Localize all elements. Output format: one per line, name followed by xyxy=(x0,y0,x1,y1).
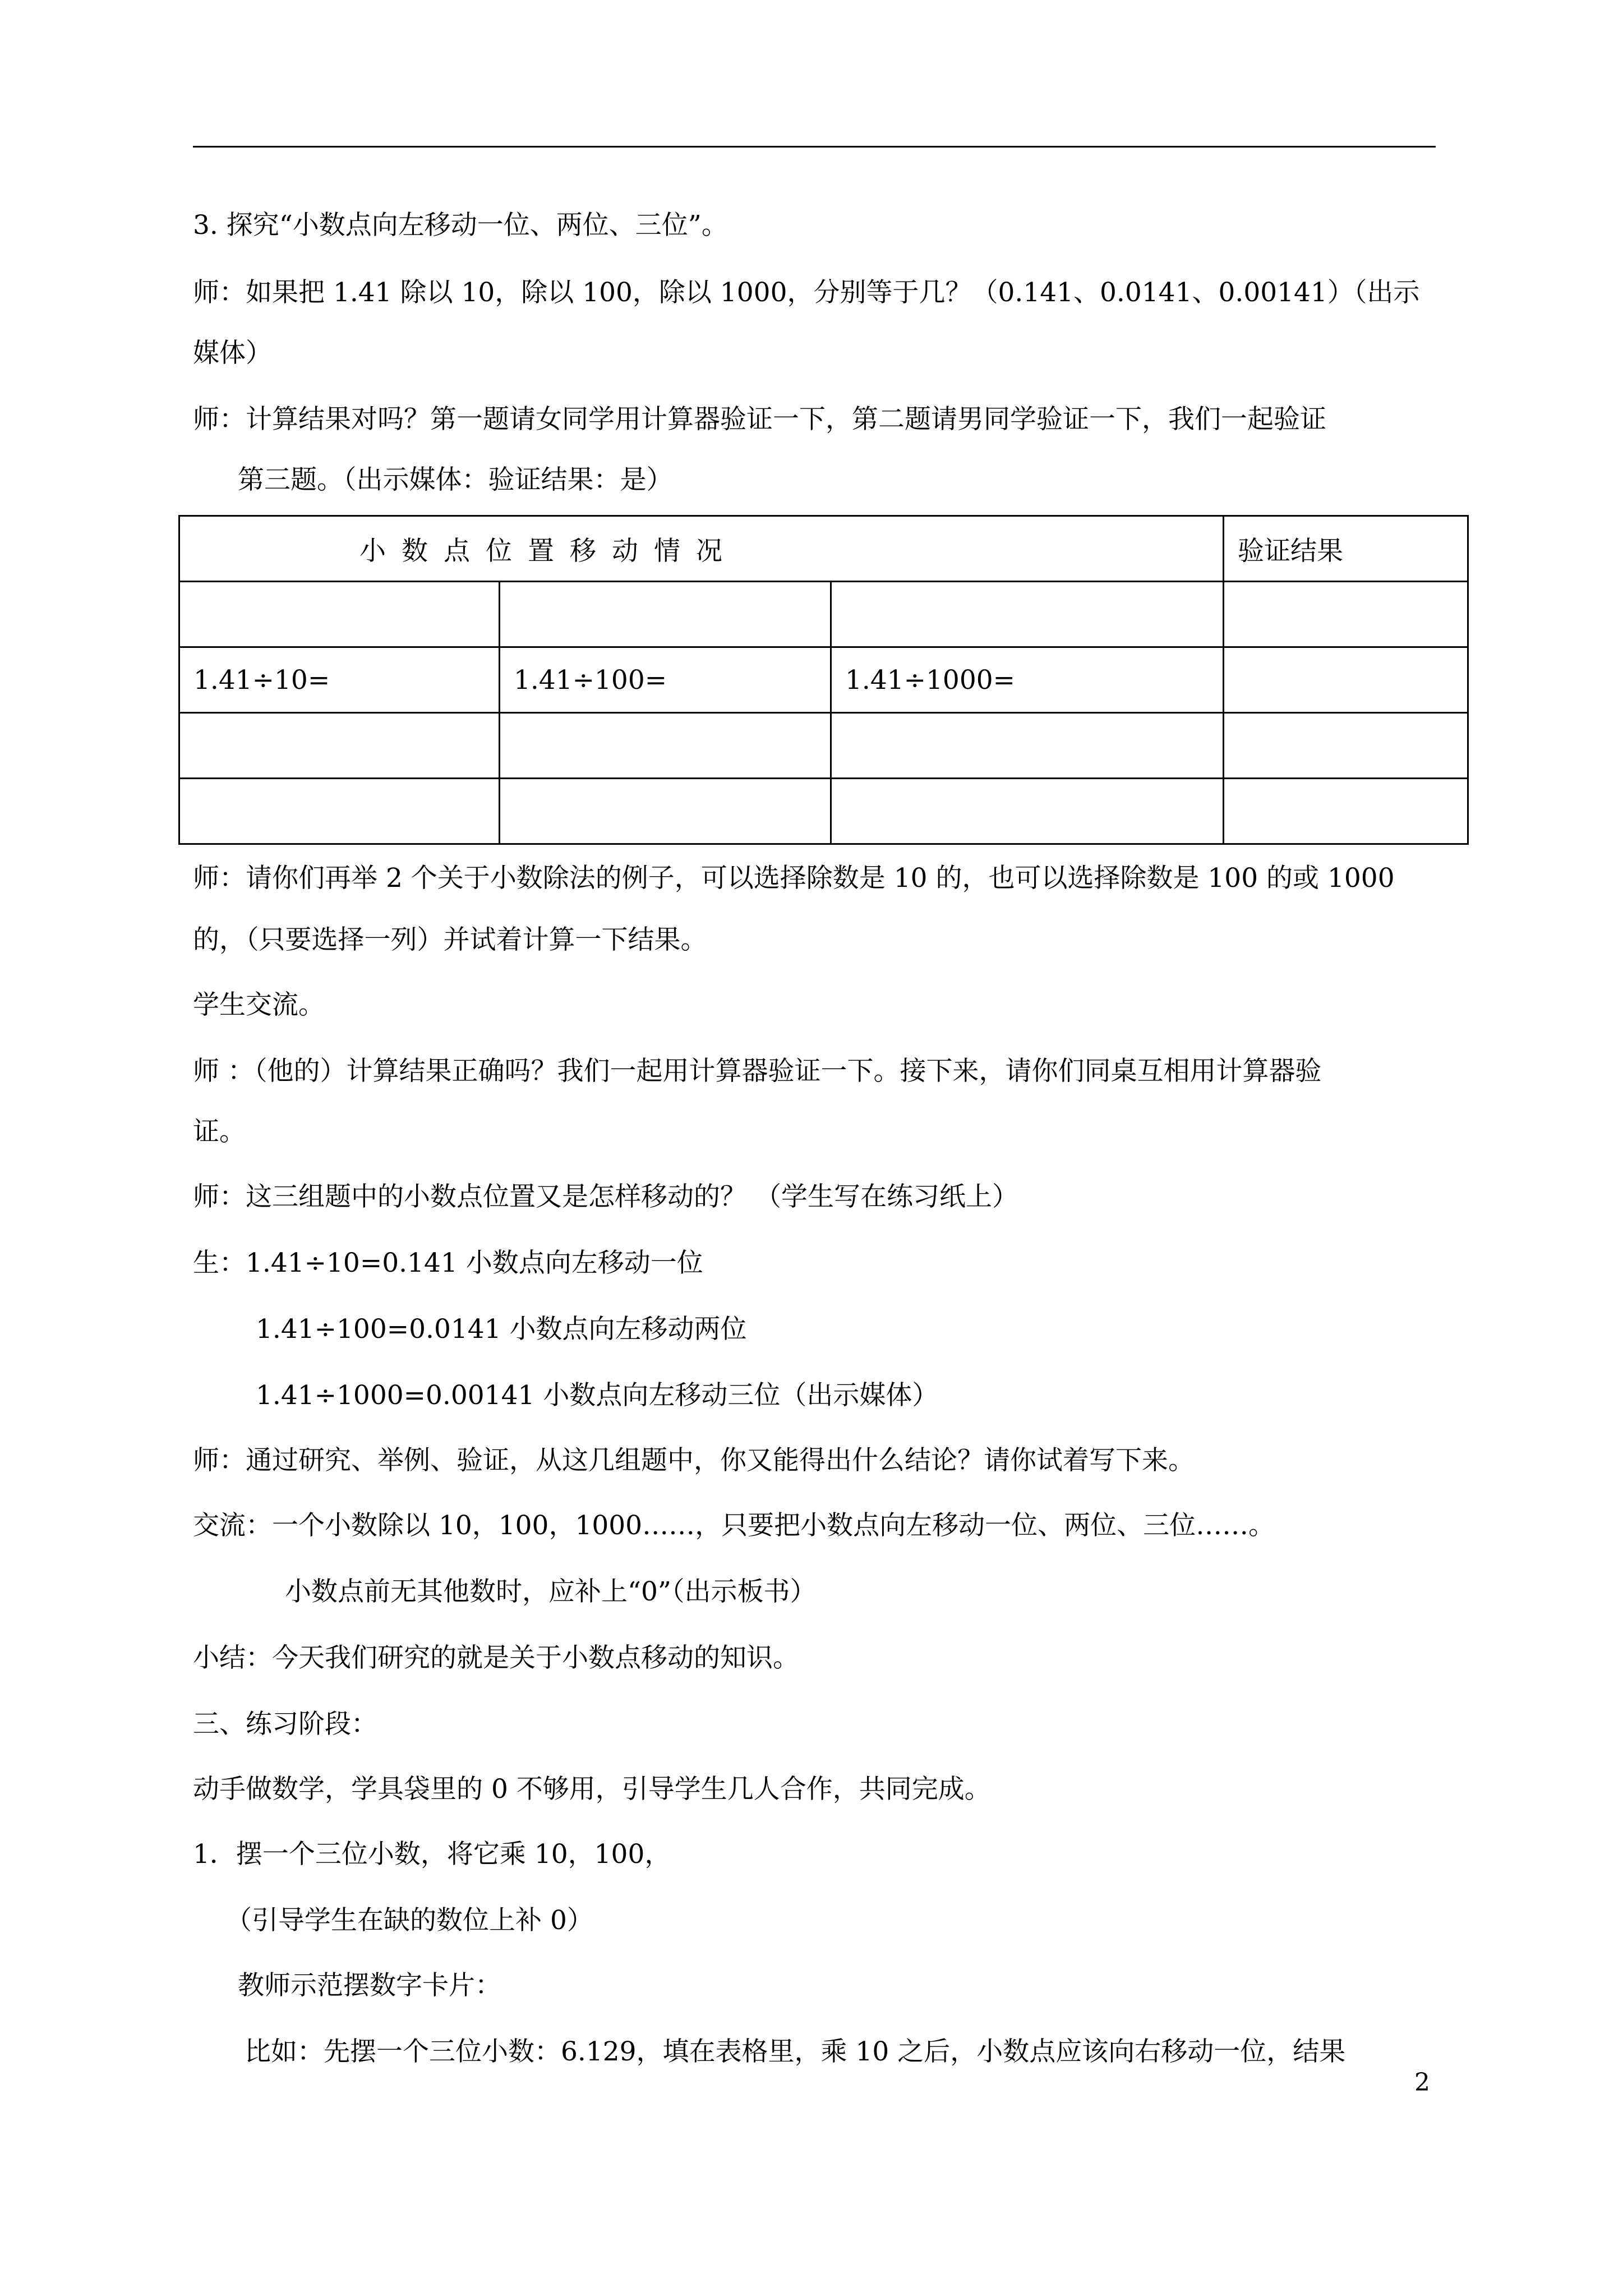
decimal-division-table xyxy=(178,515,1469,845)
table-cell: 1.41÷100= xyxy=(500,647,831,713)
table-row xyxy=(179,647,1468,713)
paragraph-line: 教师示范摆数字卡片： xyxy=(238,1970,501,2001)
paragraph-line: 师 ：（他的）计算结果正确吗？我们一起用计算器验证一下。接下来，请你们同桌互相用计算器验 xyxy=(193,1056,1322,1087)
paragraph-line: 比如：先摆一个三位小数：6.129，填在表格里，乘 10 之后，小数点应该向右移动一位，结果 xyxy=(245,2036,1346,2067)
table-cell xyxy=(500,779,831,844)
table-cell xyxy=(831,713,1224,779)
table-cell xyxy=(500,713,831,779)
table-cell xyxy=(1224,582,1468,647)
table-cell xyxy=(179,779,500,844)
table-row xyxy=(179,516,1468,582)
table-cell xyxy=(1224,779,1468,844)
table-row xyxy=(179,713,1468,779)
paragraph-line: 动手做数学，学具袋里的 0 不够用，引导学生几人合作，共同完成。 xyxy=(193,1774,991,1805)
paragraph-line: （引导学生在缺的数位上补 0） xyxy=(225,1905,593,1936)
table-cell xyxy=(1224,713,1468,779)
paragraph-line: 证。 xyxy=(193,1116,246,1147)
paragraph-line: 小结：今天我们研究的就是关于小数点移动的知识。 xyxy=(193,1642,799,1673)
paragraph-line: 的，（只要选择一列）并试着计算一下结果。 xyxy=(193,924,707,955)
paragraph-line: 师：通过研究、举例、验证，从这几组题中，你又能得出什么结论？请你试着写下来。 xyxy=(193,1445,1195,1476)
paragraph-line: 学生交流。 xyxy=(193,990,325,1020)
paragraph-line: 第三题。（出示媒体：验证结果：是） xyxy=(238,464,673,495)
table-cell xyxy=(831,582,1224,647)
table-cell xyxy=(179,582,500,647)
table-row xyxy=(179,582,1468,647)
paragraph-line: 师：如果把 1.41 除以 10，除以 100，除以 1000，分别等于几？（0.141、0.0141、0.00141）（出示 xyxy=(193,277,1420,308)
paragraph-line: 1.41÷100=0.0141 小数点向左移动两位 xyxy=(256,1314,747,1345)
table-cell xyxy=(1224,647,1468,713)
paragraph-line: 生：1.41÷10=0.141 小数点向左移动一位 xyxy=(193,1248,703,1278)
table-row xyxy=(179,779,1468,844)
paragraph-line: 1．摆一个三位小数，将它乘 10，100， xyxy=(193,1839,671,1870)
section-heading: 三、练习阶段： xyxy=(193,1709,377,1740)
paragraph-line: 师：这三组题中的小数点位置又是怎样移动的？ （学生写在练习纸上） xyxy=(193,1181,1018,1212)
paragraph-line: 1.41÷1000=0.00141 小数点向左移动三位（出示媒体） xyxy=(256,1380,939,1411)
table-cell xyxy=(179,713,500,779)
paragraph-line: 小数点前无其他数时，应补上“0”（出示板书） xyxy=(285,1576,817,1607)
table-cell: 1.41÷1000= xyxy=(831,647,1224,713)
table-cell: 1.41÷10= xyxy=(179,647,500,713)
section-heading: 3. 探究“小数点向左移动一位、两位、三位”。 xyxy=(193,210,728,241)
table-header-movement: 小数点位置移动情况 xyxy=(179,516,1224,582)
table-cell xyxy=(500,582,831,647)
page-number: 2 xyxy=(1414,2068,1430,2097)
header-rule xyxy=(193,146,1436,148)
paragraph-line: 师：计算结果对吗？第一题请女同学用计算器验证一下，第二题请男同学验证一下，我们一起验证 xyxy=(193,404,1326,435)
table-cell xyxy=(831,779,1224,844)
paragraph-line: 交流：一个小数除以 10，100，1000……，只要把小数点向左移动一位、两位、三位……。 xyxy=(193,1510,1275,1541)
paragraph-line: 师：请你们再举 2 个关于小数除法的例子，可以选择除数是 10 的，也可以选择除数是 100 的或 1000 xyxy=(193,863,1395,894)
paragraph-line: 媒体） xyxy=(193,338,272,369)
table-header-result: 验证结果 xyxy=(1224,516,1468,582)
